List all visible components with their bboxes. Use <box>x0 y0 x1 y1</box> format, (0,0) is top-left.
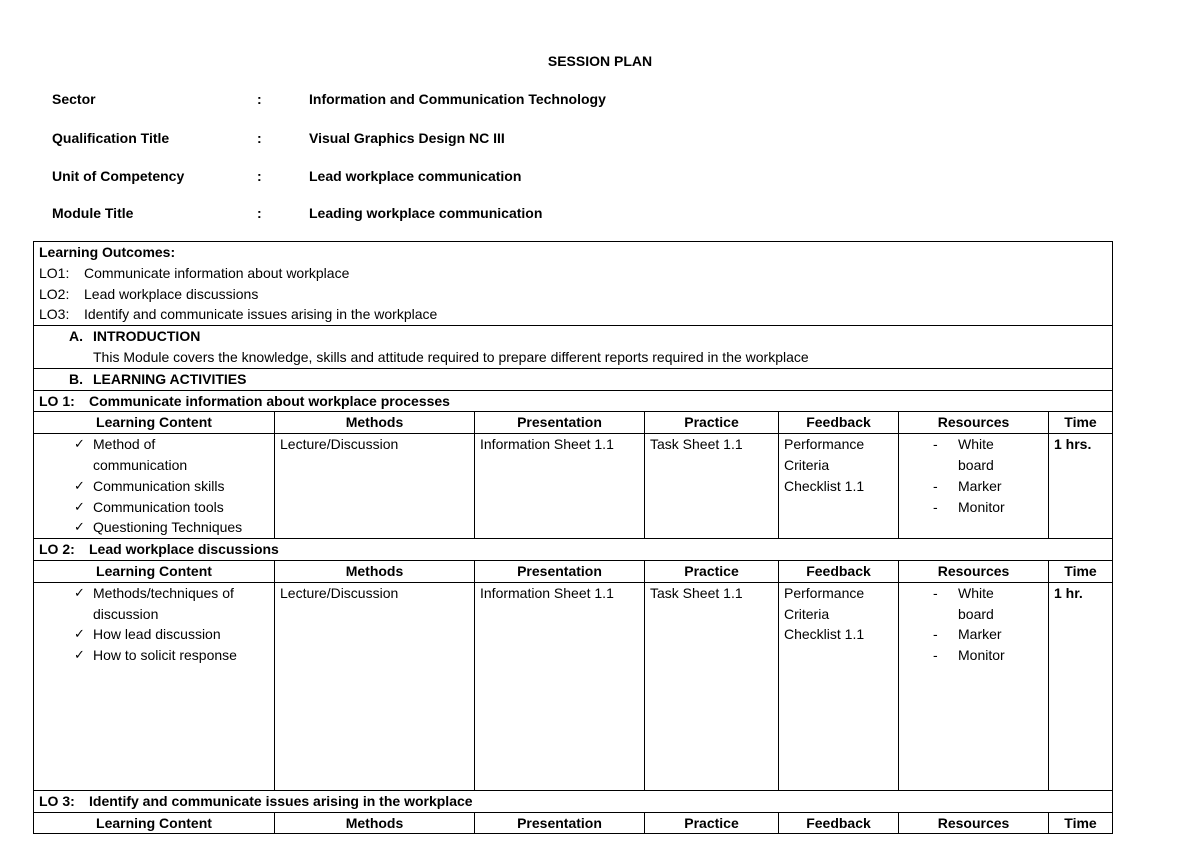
col-header: Methods <box>275 560 475 582</box>
col-header: Presentation <box>475 560 645 582</box>
lo-title: Lead workplace discussions <box>89 541 279 558</box>
col-header: Presentation <box>475 412 645 434</box>
check-icon: ✓ <box>74 477 85 493</box>
outcome-tag: LO3: <box>39 306 70 323</box>
document-title: SESSION PLAN <box>547 53 653 69</box>
check-icon: ✓ <box>74 647 85 663</box>
col-header: Feedback <box>779 812 899 834</box>
learning-outcomes-row <box>34 242 1113 326</box>
introduction-row <box>34 326 1113 369</box>
outcome-item <box>39 304 1107 325</box>
practice-cell: Task Sheet 1.1 <box>645 434 779 539</box>
header-value: Leading workplace communication <box>309 205 543 221</box>
resource-item: - White <box>904 434 1043 455</box>
check-icon: ✓ <box>74 584 85 600</box>
resource-item: - Monitor <box>904 497 1043 518</box>
dash-bullet: - <box>933 477 938 494</box>
time-cell: 1 hrs. <box>1049 434 1113 539</box>
outcome-tag: LO2: <box>39 285 70 302</box>
time-cell: 1 hr. <box>1049 582 1113 790</box>
header-colon: : <box>257 168 262 184</box>
header-key: Unit of Competency <box>52 168 185 184</box>
col-header: Practice <box>645 812 779 834</box>
col-header: Feedback <box>779 560 899 582</box>
outcome-text: Identify and communicate issues arising in the workplace <box>84 306 438 323</box>
introduction-heading <box>69 326 1107 347</box>
check-icon: ✓ <box>74 626 85 642</box>
col-header: Resources <box>899 560 1049 582</box>
practice-cell: Task Sheet 1.1 <box>645 582 779 790</box>
header-row-unit <box>52 168 1152 188</box>
header-value: Information and Communication Technology <box>309 91 606 107</box>
feedback-line: Checklist 1.1 <box>784 477 865 494</box>
col-header: Resources <box>899 412 1049 434</box>
header-colon: : <box>257 205 262 221</box>
content-item: communication <box>93 456 188 473</box>
content-item: ✓ Communication tools <box>39 497 269 518</box>
session-plan-table <box>33 241 1113 834</box>
feedback-line: Criteria <box>784 605 830 622</box>
outcome-text: Lead workplace discussions <box>84 285 259 302</box>
lo-title-cell <box>34 390 1113 412</box>
resource-item: board <box>958 456 994 473</box>
col-header: Learning Content <box>34 812 275 834</box>
col-header: Learning Content <box>34 412 275 434</box>
learning-content-cell <box>34 582 275 790</box>
lo-title: Communicate information about workplace processes <box>89 392 450 409</box>
outcome-item <box>39 284 1107 305</box>
header-colon: : <box>257 130 262 146</box>
outcome-tag: LO1: <box>39 264 70 281</box>
col-header: Presentation <box>475 812 645 834</box>
check-icon: ✓ <box>74 436 85 452</box>
content-item: ✓ How lead discussion <box>39 624 269 645</box>
feedback-line: Performance <box>784 436 865 453</box>
header-value: Lead workplace communication <box>309 168 522 184</box>
col-header: Resources <box>899 812 1049 834</box>
column-header-row <box>34 412 1113 434</box>
dash-bullet: - <box>933 626 938 643</box>
feedback-line: Checklist 1.1 <box>784 626 865 643</box>
feedback-line: Performance <box>784 584 865 601</box>
header-key: Sector <box>52 91 96 107</box>
column-header-row <box>34 560 1113 582</box>
lo-title: Identify and communicate issues arising in the workplace <box>89 792 473 809</box>
column-header-row <box>34 812 1113 834</box>
dash-bullet: - <box>933 584 938 601</box>
activities-row <box>34 368 1113 390</box>
col-header: Practice <box>645 560 779 582</box>
lo1-content-row <box>34 434 1113 539</box>
header-value: Visual Graphics Design NC III <box>309 130 505 146</box>
methods-cell: Lecture/Discussion <box>275 582 475 790</box>
resource-item: - Marker <box>904 476 1043 497</box>
content-item: discussion <box>93 605 159 622</box>
introduction-cell <box>34 326 1113 369</box>
content-item: ✓ Method of <box>39 434 269 455</box>
section-heading-text: INTRODUCTION <box>93 328 201 345</box>
resource-item: - Monitor <box>904 645 1043 666</box>
presentation-cell: Information Sheet 1.1 <box>475 582 645 790</box>
resource-item: - Marker <box>904 624 1043 645</box>
resource-item: board <box>958 605 994 622</box>
feedback-line: Criteria <box>784 456 830 473</box>
dash-bullet: - <box>933 647 938 664</box>
resource-item: - White <box>904 583 1043 604</box>
introduction-text: This Module covers the knowledge, skills and attitude required to prepare different reports required in the workplace <box>93 348 809 365</box>
presentation-cell: Information Sheet 1.1 <box>475 434 645 539</box>
section-letter: B. <box>69 370 83 387</box>
col-header: Feedback <box>779 412 899 434</box>
learning-outcomes-cell <box>34 242 1113 326</box>
outcome-item <box>39 263 1107 284</box>
dash-bullet: - <box>933 436 938 453</box>
col-header: Time <box>1049 560 1113 582</box>
col-header: Methods <box>275 812 475 834</box>
section-letter: A. <box>69 328 83 345</box>
methods-cell: Lecture/Discussion <box>275 434 475 539</box>
lo3-title-row <box>34 790 1113 812</box>
lo-tag: LO 1: <box>39 392 75 409</box>
lo-tag: LO 3: <box>39 792 75 809</box>
header-key: Qualification Title <box>52 130 170 146</box>
col-header: Time <box>1049 412 1113 434</box>
content-item: ✓ How to solicit response <box>39 645 269 666</box>
dash-bullet: - <box>933 498 938 515</box>
resources-cell <box>899 582 1049 790</box>
header-colon: : <box>257 91 262 107</box>
check-icon: ✓ <box>74 498 85 514</box>
col-header: Practice <box>645 412 779 434</box>
header-row-qualification <box>52 130 1152 150</box>
content-item: ✓ Methods/techniques of <box>39 583 269 604</box>
lo-title-cell <box>34 539 1113 561</box>
section-heading-text: LEARNING ACTIVITIES <box>93 370 247 387</box>
resources-cell <box>899 434 1049 539</box>
header-row-module <box>52 205 1152 225</box>
lo-tag: LO 2: <box>39 541 75 558</box>
learning-content-cell <box>34 434 275 539</box>
activities-cell <box>34 368 1113 390</box>
col-header: Methods <box>275 412 475 434</box>
content-item: ✓ Communication skills <box>39 476 269 497</box>
feedback-cell <box>779 582 899 790</box>
lo1-title-row <box>34 390 1113 412</box>
lo2-title-row <box>34 539 1113 561</box>
content-item: ✓ Questioning Techniques <box>39 517 269 538</box>
feedback-cell <box>779 434 899 539</box>
col-header: Learning Content <box>34 560 275 582</box>
lo-title-cell <box>34 790 1113 812</box>
col-header: Time <box>1049 812 1113 834</box>
header-row-sector <box>52 91 1152 111</box>
learning-outcomes-heading: Learning Outcomes: <box>39 244 176 260</box>
check-icon: ✓ <box>74 519 85 535</box>
lo2-content-row <box>34 582 1113 790</box>
outcome-text: Communicate information about workplace <box>84 264 350 281</box>
header-key: Module Title <box>52 205 134 221</box>
